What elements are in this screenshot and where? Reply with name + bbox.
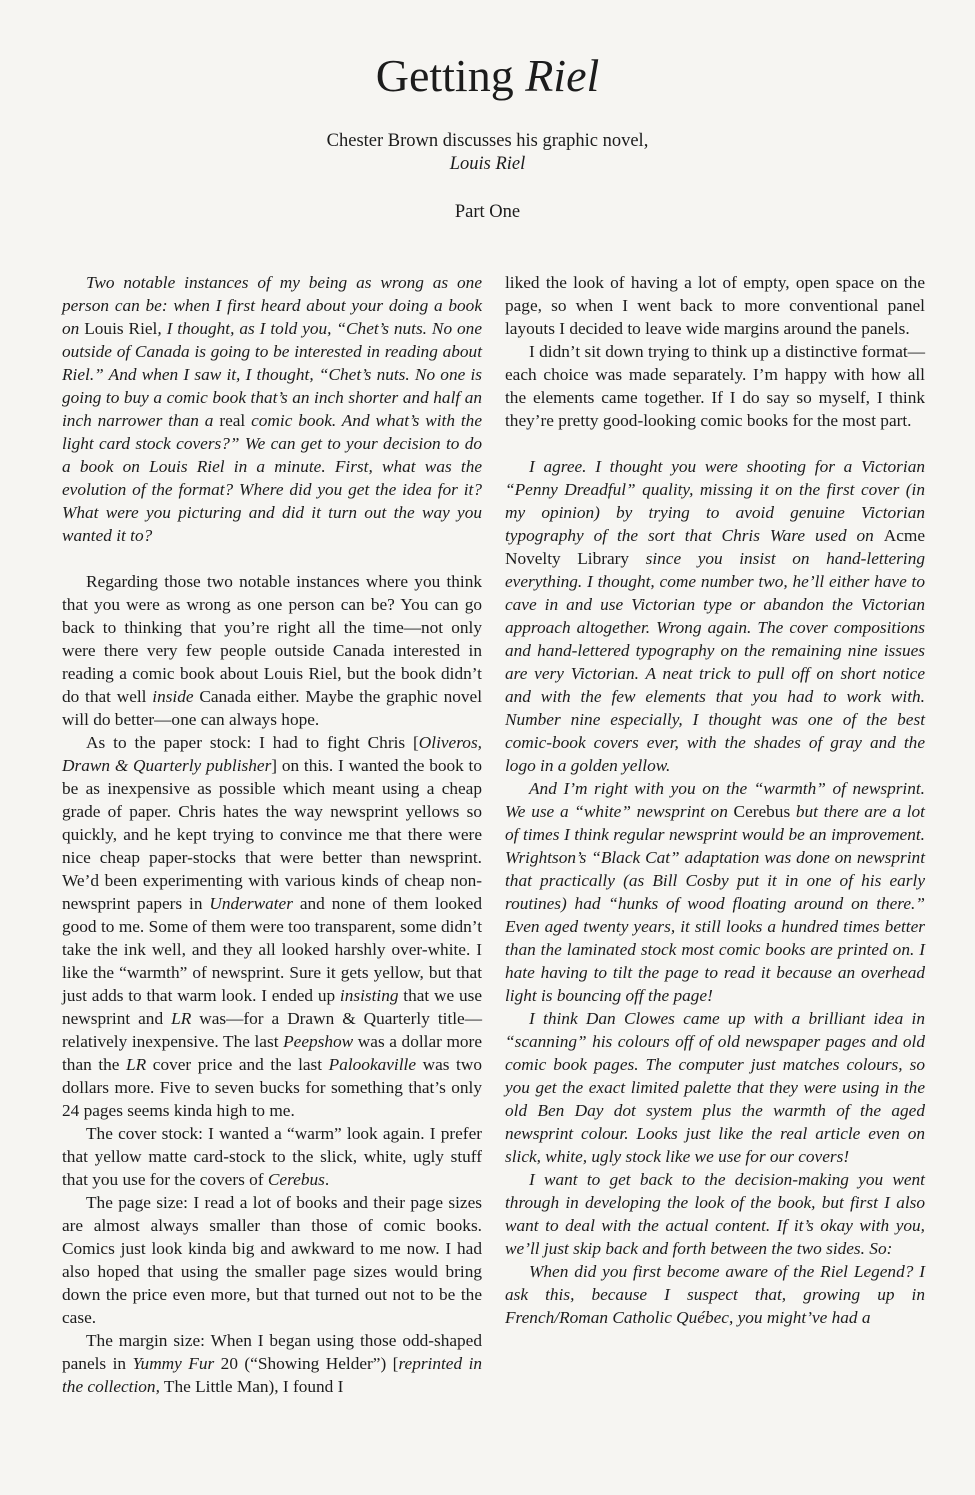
right-column (505, 271, 925, 1329)
question-paragraph: Two notable instances of my being as wrong as one person can be: when I first heard about your doing a book on Louis Riel, I thought, as I told you, “Chet’s nuts. No one outside of Canada is going to be interested in reading about Riel.” And when I saw it, I thought, “Chet’s nuts. No one is going to buy a comic book that’s an inch shorter and half an inch narrower than a real comic book. And what’s with the light card stock covers?” We can get to your decision to do a book on Louis Riel in a minute. First, what was the evolution of the format? Where did you get the idea for it? What were you picturing and did it turn out the way you wanted it to? (62, 273, 482, 545)
question-paragraph: When did you first become aware of the Riel Legend? I ask this, because I suspect that, growing up in French/Roman Catholic Québec, you might’ve had a (505, 1262, 925, 1327)
question-paragraph: I think Dan Clowes came up with a brilliant idea in “scanning” his colours off of old newspaper pages and old comic book pages. The computer just matches colours, so you get the exact limited palette that they were using in the old Ben Day dot system plus the warmth of the aged newsprint colour. Looks just like the real article even on slick, white, ugly stock like we use for our covers! (505, 1009, 925, 1166)
subtitle-line-2: Louis Riel (449, 154, 526, 174)
answer-paragraph: I didn’t sit down trying to think up a distinctive format—each choice was made separately. I’m happy with how all the elements came together. If I do say so myself, I think they’re pretty good-looking comic books for the most part. (505, 342, 925, 430)
question-paragraph: I want to get back to the decision-making you went through in developing the look of the book, but first I also want to deal with the actual content. If it’s okay with you, we’ll just skip back and forth between the two sides. So: (505, 1170, 925, 1258)
answer-paragraph: As to the paper stock: I had to fight Chris [Oliveros, Drawn & Quarterly publisher] on this. I wanted the book to be as inexpensive as possible which meant using a cheap grade of paper. Chris hates the way newsprint yellows so quickly, and he kept trying to convince me that there were nice cheap paper-stocks that were better than newsprint. We’d been experimenting with various kinds of cheap non-newsprint papers in Underwater and none of them looked good to me. Some of them were too transparent, some didn’t take the ink well, and they all looked harshly over-white. I like the “warmth” of newsprint. Sure it gets yellow, but that just adds to that warm look. I ended up insisting that we use newsprint and LR was—for a Drawn & Quarterly title—relatively inexpensive. The last Peepshow was a dollar more than the LR cover price and the last Palookaville was two dollars more. Five to seven bucks for something that’s only 24 pages seems kinda high to me. (62, 733, 483, 1120)
question-paragraph: And I’m right with you on the “warmth” of newsprint. We use a “white” newsprint on Cerebus but there are a lot of times I think regular newsprint would be an improvement. Wrightson’s “Black Cat” adaptation was done on newsprint that practically (as Bill Cosby put it in one of his early routines) had “hunks of wood floating around on there.” Even aged twenty years, it still looks a hundred times better than the laminated stock most comic books are printed on. I hate having to tilt the page to read it because an overhead light is bouncing off the page! (505, 779, 925, 1005)
answer-paragraph: The cover stock: I wanted a “warm” look again. I prefer that yellow matte card-stock to the slick, white, ugly stuff that you use for the covers of Cerebus. (62, 1124, 482, 1189)
article-subtitle (0, 130, 975, 176)
article-title (0, 50, 975, 102)
subtitle-line-1: Chester Brown discusses his graphic novel, (326, 131, 649, 151)
answer-paragraph: liked the look of having a lot of empty, open space on the page, so when I went back to more conventional panel layouts I decided to leave wide margins around the panels. (505, 273, 925, 338)
answer-paragraph: The margin size: When I began using those odd-shaped panels in Yummy Fur 20 (“Showing Helder”) [reprinted in the collection, The Little Man), I found I (62, 1331, 483, 1396)
answer-paragraph: Regarding those two notable instances where you think that you were as wrong as one person can be? You can go back to thinking that you’re right all the time—not only were there very few people outside Canada interested in reading a comic book about Louis Riel, but the book didn’t do that well inside Canada either. Maybe the graphic novel will do better—one can always hope. (62, 572, 482, 729)
left-column (62, 271, 482, 1398)
question-paragraph: I agree. I thought you were shooting for a Victorian “Penny Dreadful” quality, missing it on the first cover (in my opinion) by trying to avoid genuine Victorian typography of the sort that Chris Ware used on Acme Novelty Library since you insist on hand-lettering everything. I thought, come number two, he’ll either have to cave in and use Victorian type or abandon the Victorian approach altogether. Wrong again. The cover compositions and hand-lettered typography on the remaining nine issues are very Victorian. A neat trick to pull off on short notice and with the few elements that you had to work with. Number nine especially, I thought was one of the best comic-book covers ever, with the shades of gray and the logo in a golden yellow. (505, 457, 925, 775)
title-plain: Getting (375, 50, 526, 101)
title-italic: Riel (525, 50, 600, 101)
part-label: Part One (454, 202, 521, 222)
answer-paragraph: The page size: I read a lot of books and their page sizes are almost always smaller than those of comic books. Comics just look kinda big and awkward to me now. I had also hoped that using the smaller page sizes would bring down the price even more, but that turned out not to be the case. (62, 1193, 482, 1327)
